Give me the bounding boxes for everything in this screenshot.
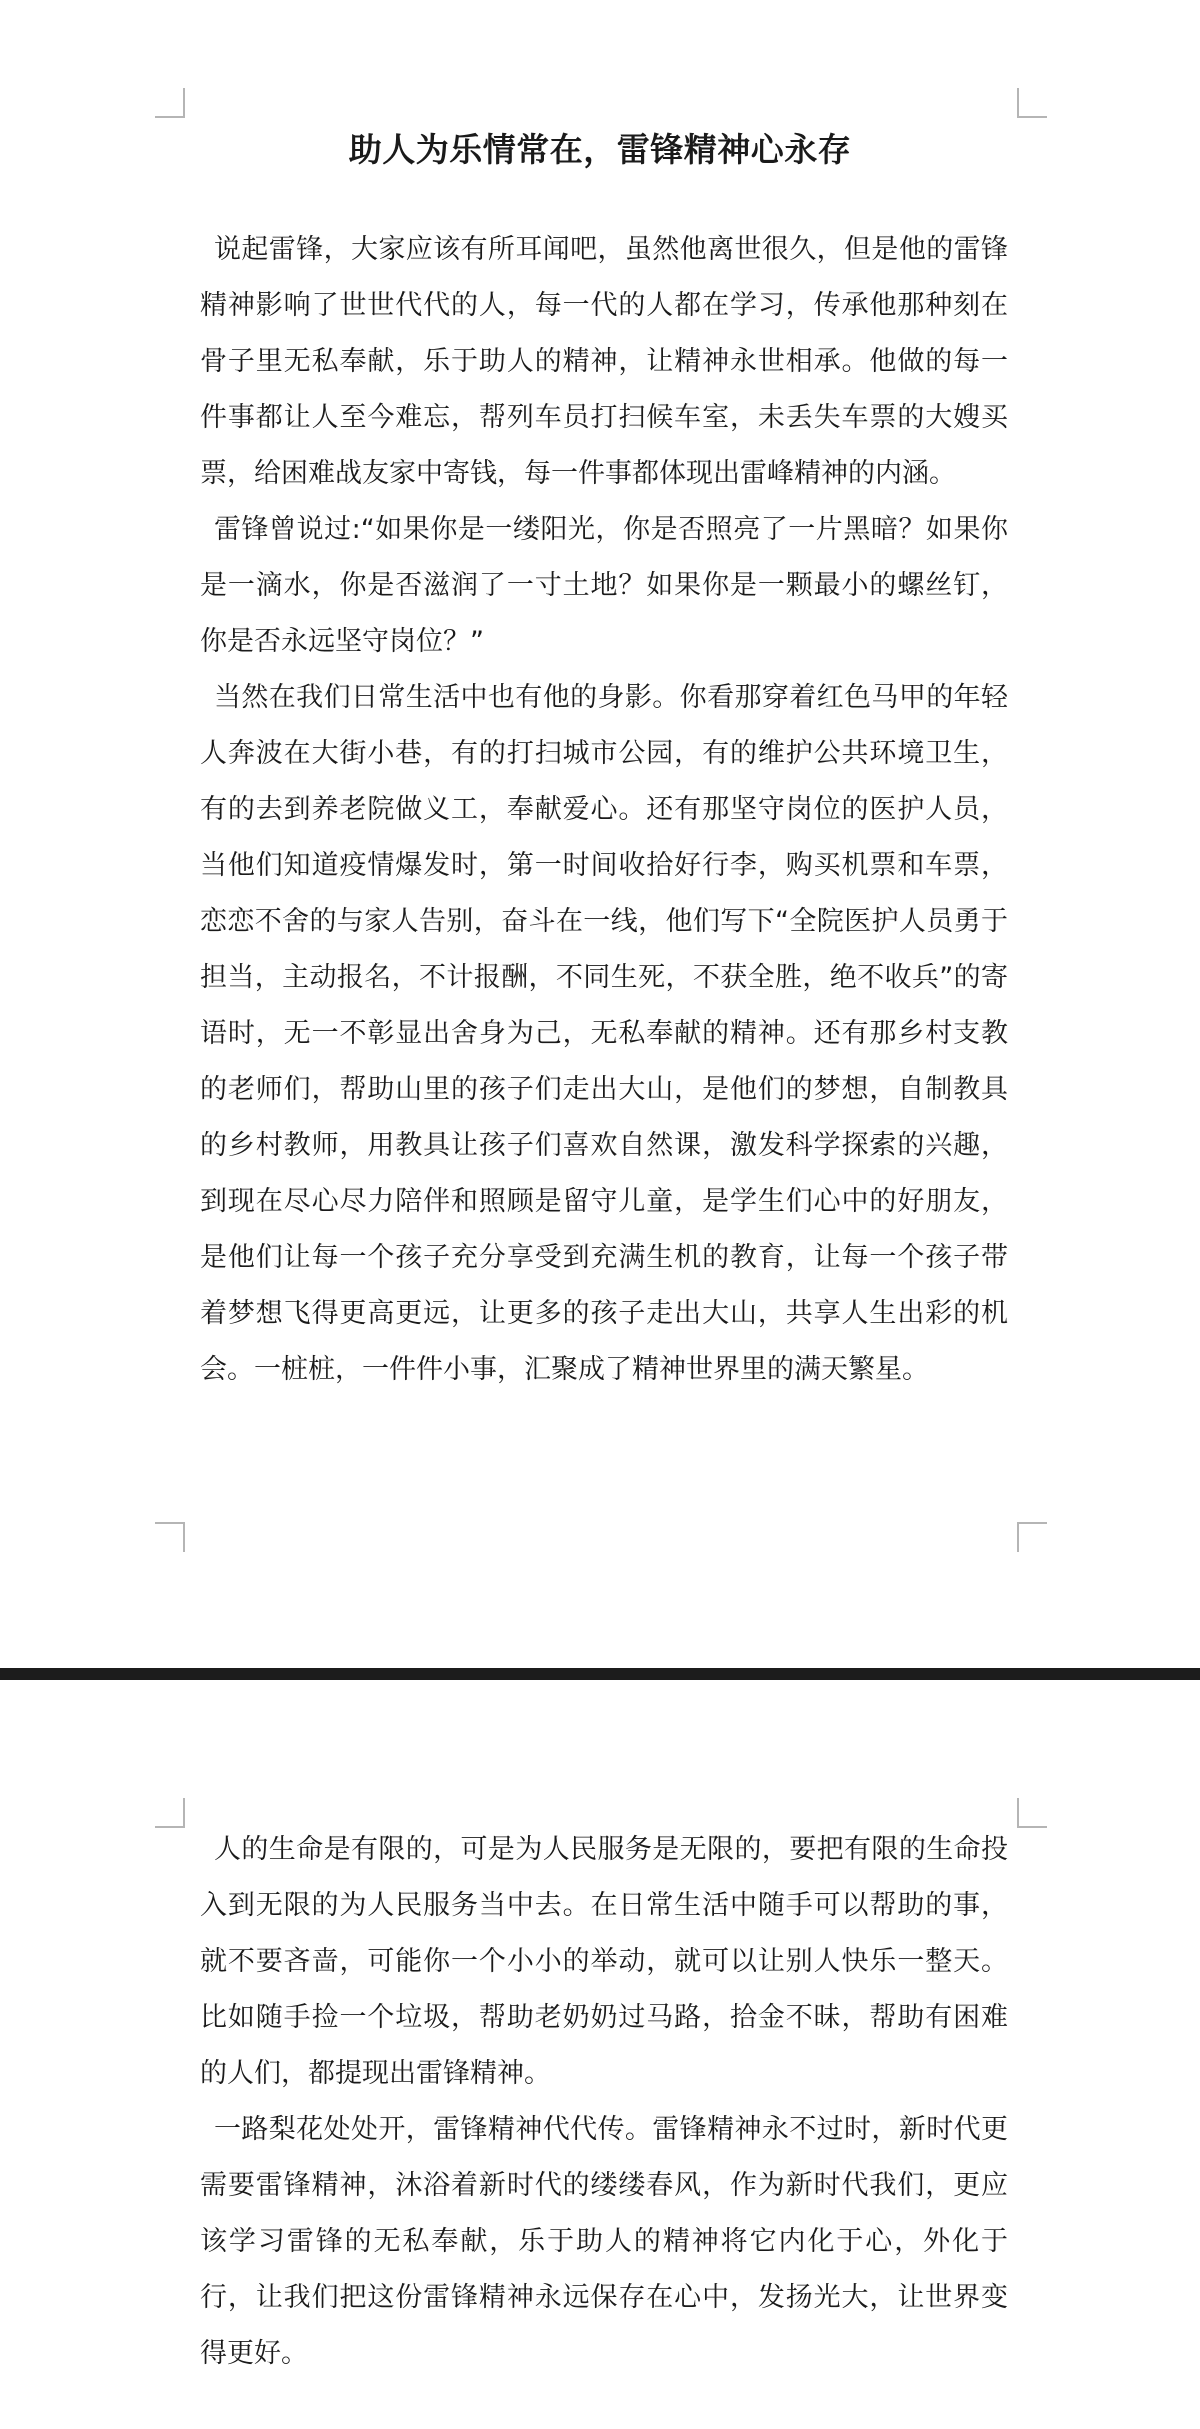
paragraph-2: 雷锋曾说过:“如果你是一缕阳光，你是否照亮了一片黑暗？如果你是一滴水，你是否滋润了一寸土地？如果你是一颗最小的螺丝钉，你是否永远坚守岗位？” xyxy=(200,514,1008,657)
margin-corner-top-left xyxy=(155,88,185,118)
paragraph-4: 人的生命是有限的，可是为人民服务是无限的，要把有限的生命投入到无限的为人民服务当中去。在日常生活中随手可以帮助的事，就不要吝啬，可能你一个小小的举动，就可以让别人快乐一整天。比如随手捡一个垃圾，帮助老奶奶过马路，拾金不昧，帮助有困难的人们，都提现出雷锋精神。 xyxy=(200,1834,1008,2089)
paragraph-5: 一路梨花处处开，雷锋精神代代传。雷锋精神永不过时，新时代更需要雷锋精神，沐浴着新时代的缕缕春风，作为新时代我们，更应该学习雷锋的无私奉献，乐于助人的精神将它内化于心，外化于行，让我们把这份雷锋精神永远保存在心中，发扬光大，让世界变得更好。 xyxy=(200,2114,1008,2369)
margin-corner-top-right xyxy=(1017,88,1047,118)
margin-corner-bottom-left xyxy=(155,1522,185,1552)
margin-corner-top-right xyxy=(1017,1798,1047,1828)
document-title: 助人为乐情常在，雷锋精神心永存 xyxy=(348,130,852,169)
page-2-body xyxy=(200,1822,1008,2382)
page-separator xyxy=(0,1668,1200,1680)
page-1-body xyxy=(200,222,1008,1398)
document-page-2 xyxy=(0,1680,1200,2429)
paragraph-1: 说起雷锋，大家应该有所耳闻吧，虽然他离世很久，但是他的雷锋精神影响了世世代代的人，每一代的人都在学习，传承他那种刻在骨子里无私奉献，乐于助人的精神，让精神永世相承。他做的每一件事都让人至今难忘，帮列车员打扫候车室，未丢失车票的大嫂买票，给困难战友家中寄钱，每一件事都体现出雷峰精神的内涵。 xyxy=(200,234,1008,489)
margin-corner-top-left xyxy=(155,1798,185,1828)
paragraph-3: 当然在我们日常生活中也有他的身影。你看那穿着红色马甲的年轻人奔波在大街小巷，有的打扫城市公园，有的维护公共环境卫生，有的去到养老院做义工，奉献爱心。还有那坚守岗位的医护人员，当他们知道疫情爆发时，第一时间收拾好行李，购买机票和车票，恋恋不舍的与家人告别，奋斗在一线，他们写下“全院医护人员勇于担当，主动报名，不计报酬，不同生死，不获全胜，绝不收兵”的寄语时，无一不彰显出舍身为己，无私奉献的精神。还有那乡村支教的老师们，帮助山里的孩子们走出大山，是他们的梦想，自制教具的乡村教师，用教具让孩子们喜欢自然课，激发科学探索的兴趣，到现在尽心尽力陪伴和照顾是留守儿童，是学生们心中的好朋友，是他们让每一个孩子充分享受到充满生机的教育，让每一个孩子带着梦想飞得更高更远，让更多的孩子走出大山，共享人生出彩的机会。一桩桩，一件件小事，汇聚成了精神世界里的满天繁星。 xyxy=(200,682,1008,1385)
margin-corner-bottom-right xyxy=(1017,1522,1047,1552)
